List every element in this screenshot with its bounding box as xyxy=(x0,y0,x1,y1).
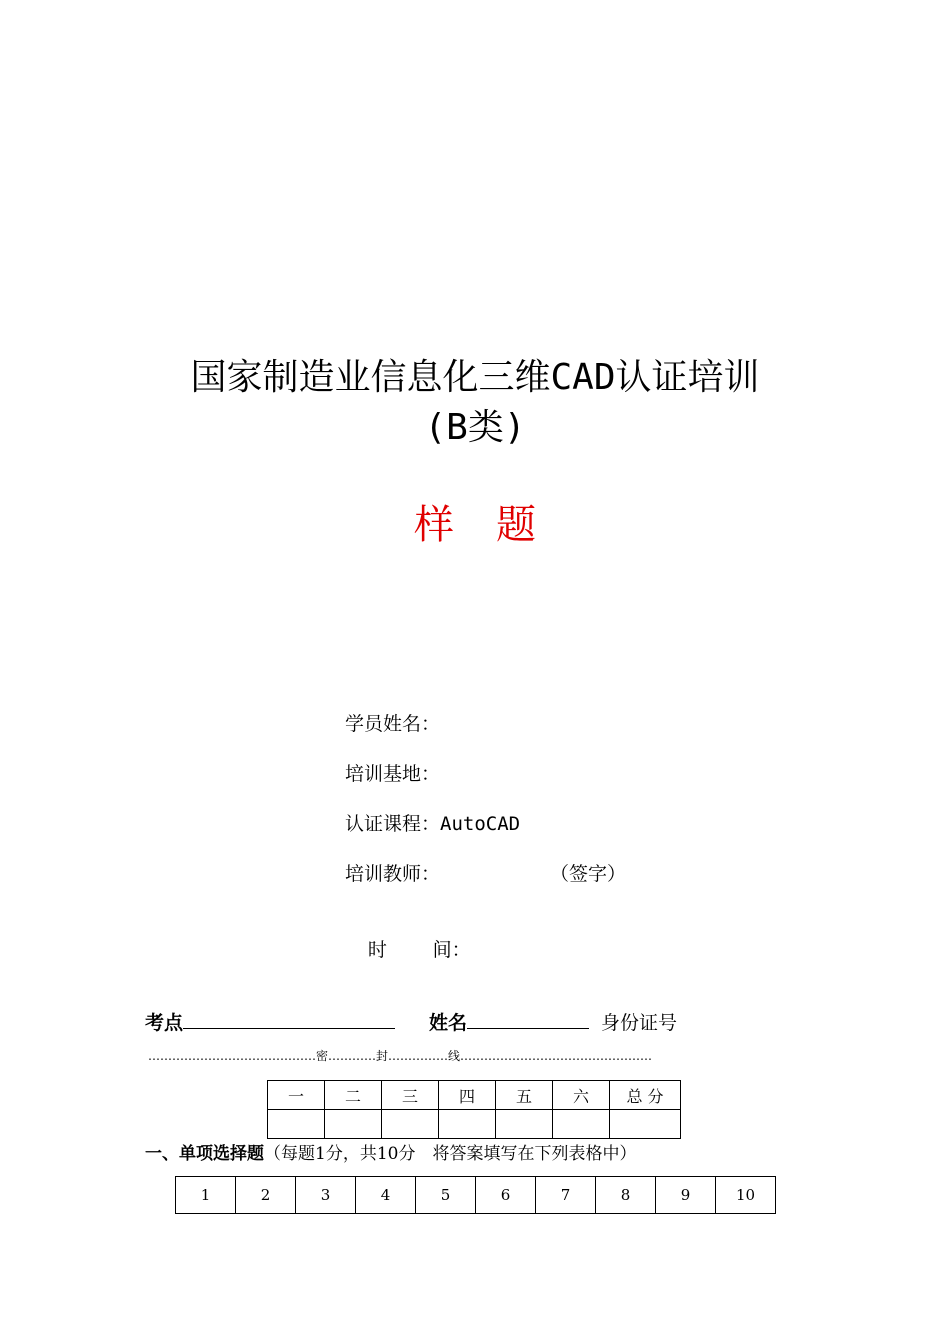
answer-number-cell: 1 xyxy=(176,1177,236,1214)
score-header-total: 总 分 xyxy=(610,1081,681,1110)
answer-number-cell: 7 xyxy=(536,1177,596,1214)
course-value: AutoCAD xyxy=(440,813,521,835)
score-table xyxy=(267,1080,681,1139)
exam-info-line xyxy=(145,1008,677,1037)
teacher-row xyxy=(345,861,626,887)
score-value-cell[interactable] xyxy=(439,1110,496,1139)
section1-title: 一、单项选择题 xyxy=(145,1144,264,1164)
exam-site-blank[interactable] xyxy=(183,1008,395,1029)
answer-number-cell: 3 xyxy=(296,1177,356,1214)
score-header-row xyxy=(268,1081,681,1110)
student-name-label: 学员姓名： xyxy=(345,713,441,735)
teacher-label: 培训教师： xyxy=(345,863,441,885)
signature-note: （签字） xyxy=(550,863,627,885)
document-title-line2: (B类) xyxy=(424,407,526,448)
score-value-total[interactable] xyxy=(610,1110,681,1139)
course-row xyxy=(345,811,520,837)
sample-title xyxy=(0,500,950,550)
section1-note: （每题1分，共10分 将答案填写在下列表格中） xyxy=(264,1144,637,1164)
exam-name-label: 姓名 xyxy=(429,1012,468,1034)
score-value-cell[interactable] xyxy=(382,1110,439,1139)
answer-number-cell: 6 xyxy=(476,1177,536,1214)
score-value-row xyxy=(268,1110,681,1139)
answer-number-cell: 5 xyxy=(416,1177,476,1214)
answer-table xyxy=(175,1176,776,1214)
score-header-cell: 一 xyxy=(268,1081,325,1110)
exam-name-blank[interactable] xyxy=(467,1008,589,1029)
section1-heading xyxy=(145,1141,636,1167)
student-name-row xyxy=(345,711,440,737)
course-label: 认证课程： xyxy=(345,813,441,835)
answer-number-cell: 2 xyxy=(236,1177,296,1214)
score-value-cell[interactable] xyxy=(325,1110,382,1139)
training-base-row xyxy=(345,761,440,787)
score-value-cell[interactable] xyxy=(268,1110,325,1139)
time-label: 时 间： xyxy=(367,939,471,961)
score-value-cell[interactable] xyxy=(496,1110,553,1139)
training-base-label: 培训基地： xyxy=(345,763,441,785)
score-header-cell: 六 xyxy=(553,1081,610,1110)
score-header-cell: 二 xyxy=(325,1081,382,1110)
document-title-line1: 国家制造业信息化三维CAD认证培训 xyxy=(190,357,760,398)
time-row xyxy=(345,911,471,963)
answer-number-cell: 9 xyxy=(656,1177,716,1214)
answer-number-cell: 10 xyxy=(716,1177,776,1214)
sample-title-char1: 样 xyxy=(414,502,454,548)
seal-line: ……………………………………密…………封……………线………………………………………… xyxy=(148,1049,653,1063)
answer-number-row xyxy=(176,1177,776,1214)
sample-title-char2: 题 xyxy=(496,502,536,548)
score-header-cell: 四 xyxy=(439,1081,496,1110)
score-value-cell[interactable] xyxy=(553,1110,610,1139)
score-header-cell: 五 xyxy=(496,1081,553,1110)
id-number-label: 身份证号 xyxy=(601,1012,678,1034)
answer-number-cell: 4 xyxy=(356,1177,416,1214)
exam-site-label: 考点 xyxy=(145,1012,184,1034)
answer-number-cell: 8 xyxy=(596,1177,656,1214)
score-header-cell: 三 xyxy=(382,1081,439,1110)
